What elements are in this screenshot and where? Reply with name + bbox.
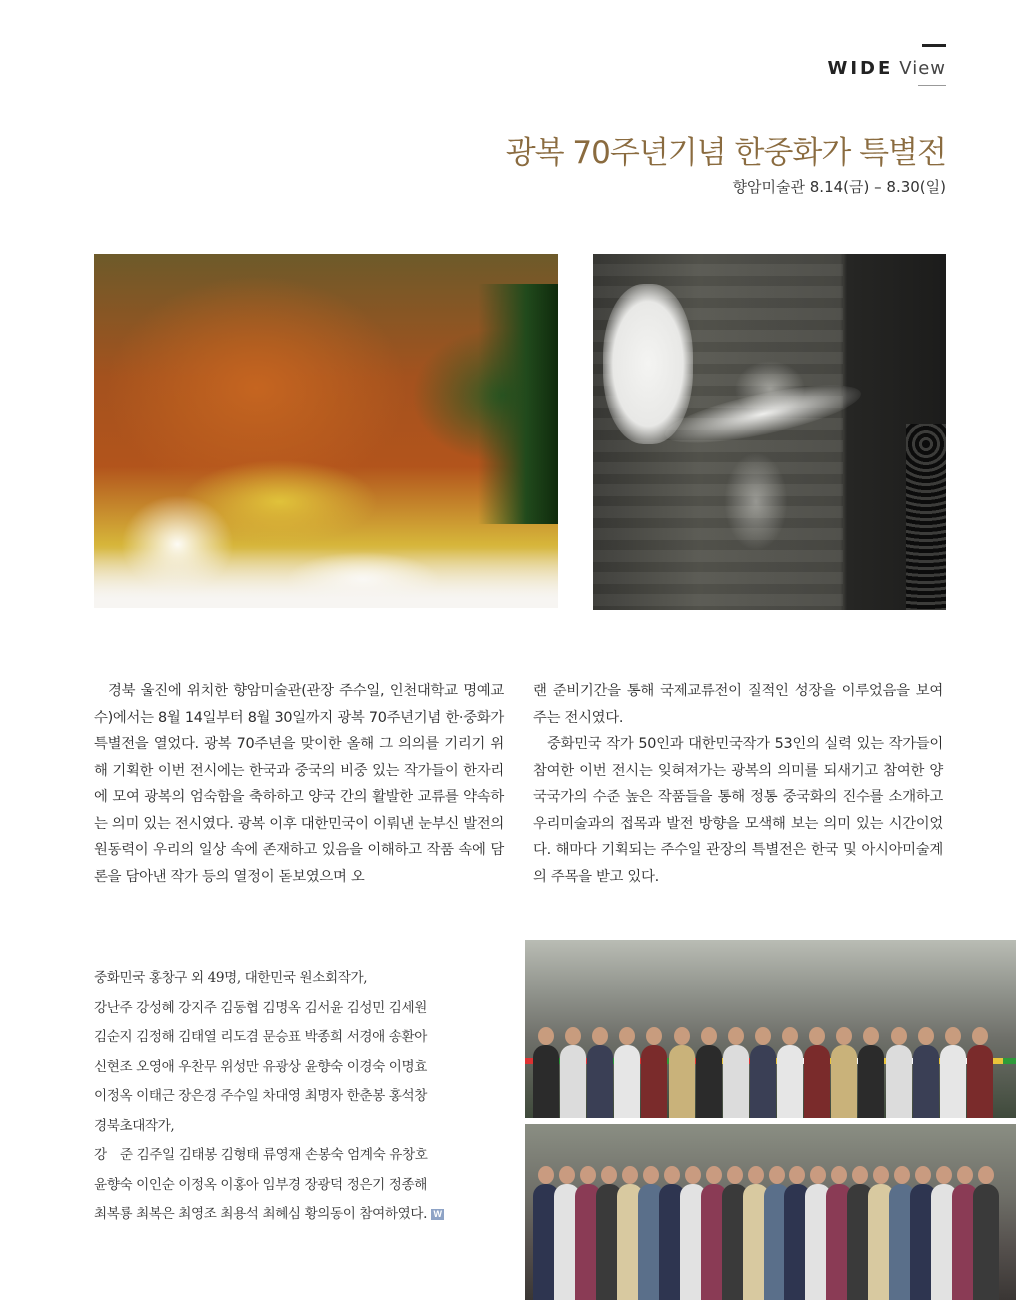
person-head: [674, 1027, 690, 1045]
person-figure: [940, 1045, 966, 1118]
article-subtitle: 향암미술관 8.14(금) – 8.30(일): [732, 178, 946, 196]
person-head: [972, 1027, 988, 1045]
person-head: [728, 1027, 744, 1045]
participant-credits: [94, 964, 514, 1230]
painting-green-area: [478, 284, 558, 524]
person-figure: [560, 1045, 586, 1118]
body-paragraph-continued: 랜 준비기간을 통해 국제교류전이 질적인 성장을 이루었음을 보여주는 전시였다.: [533, 683, 943, 726]
person-figure: [831, 1045, 857, 1118]
end-mark-icon: W: [431, 1209, 444, 1220]
person-head: [915, 1166, 931, 1184]
person-figure: [858, 1045, 884, 1118]
person-head: [701, 1027, 717, 1045]
header-rule: [918, 85, 946, 86]
painting-white-area: [94, 548, 558, 608]
person-head: [789, 1166, 805, 1184]
person-head: [727, 1166, 743, 1184]
person-head: [538, 1166, 554, 1184]
article-body-left: [94, 678, 504, 890]
person-head: [706, 1166, 722, 1184]
person-head: [782, 1027, 798, 1045]
credits-line: 강 준 김주일 김태봉 김형태 류영재 손봉숙 엄계숙 유창호: [94, 1147, 428, 1163]
person-head: [619, 1027, 635, 1045]
iron-grille: [906, 424, 946, 610]
group-photo: [525, 1124, 1016, 1300]
credits-line: 경북초대작가,: [94, 1117, 175, 1134]
person-head: [755, 1027, 771, 1045]
person-head: [769, 1166, 785, 1184]
credits-line: 윤향숙 이인순 이정옥 이홍아 임부경 장광덕 정은기 정종해: [94, 1176, 428, 1193]
person-head: [580, 1166, 596, 1184]
person-head: [748, 1166, 764, 1184]
person-figure: [669, 1045, 695, 1118]
section-label-light: View: [899, 58, 946, 79]
person-head: [957, 1166, 973, 1184]
person-head: [643, 1166, 659, 1184]
person-head: [891, 1027, 907, 1045]
person-figure: [777, 1045, 803, 1118]
person-head: [622, 1166, 638, 1184]
person-head: [873, 1166, 889, 1184]
body-paragraph: 경북 울진에 위치한 향암미술관(관장 주수일, 인천대학교 명예교수)에서는 8월 14일부터 8월 30일까지 광복 70주년기념 한·중화가 특별전을 열었다. 광복 70주년을 맞이한 올해 그 의의를 기리기 위해 기획한 이번 전시에는 한국과 중국의 비중 있는 작가들이 한자리에 모여 광복의 엄숙함을 축하하고 양국 간의 활발한 교류를 약속하는 의미 있는 전시였다. 광복 이후 대한민국이 이뤄낸 눈부신 발전의 원동력이 우리의 일상 속에 존재하고 있음을 이해하고 작품 속에 담론을 담아낸 작가 등의 열정이 돋보였으며 오: [94, 683, 504, 885]
credits-line: 이정옥 이태근 장은경 주수일 차대영 최명자 한춘봉 홍석창: [94, 1088, 428, 1104]
person-figure: [750, 1045, 776, 1118]
person-head: [810, 1166, 826, 1184]
painting-image-abstract: [94, 254, 558, 608]
person-head: [559, 1166, 575, 1184]
section-label-bold: WIDE: [827, 58, 894, 79]
person-head: [894, 1166, 910, 1184]
person-head: [565, 1027, 581, 1045]
person-figure: [973, 1184, 999, 1300]
person-head: [863, 1027, 879, 1045]
person-head: [685, 1166, 701, 1184]
person-figure: [533, 1045, 559, 1118]
header-accent-bar: [922, 44, 946, 47]
article-title: 광복 70주년기념 한중화가 특별전: [505, 135, 946, 171]
person-figure: [913, 1045, 939, 1118]
credits-line: 신현조 오영애 우찬무 위성만 유광상 윤향숙 이경숙 이명효: [94, 1058, 428, 1075]
section-label: [827, 58, 946, 79]
person-figure: [641, 1045, 667, 1118]
person-head: [646, 1027, 662, 1045]
person-head: [978, 1166, 994, 1184]
painting-image-stone-relief: [593, 254, 946, 610]
person-figure: [967, 1045, 993, 1118]
person-head: [936, 1166, 952, 1184]
person-figure: [696, 1045, 722, 1118]
person-head: [836, 1027, 852, 1045]
person-head: [601, 1166, 617, 1184]
person-figure: [723, 1045, 749, 1118]
person-head: [831, 1166, 847, 1184]
person-figure: [886, 1045, 912, 1118]
body-paragraph: 중화민국 작가 50인과 대한민국작가 53인의 실력 있는 작가들이 참여한 이번 전시는 잊혀져가는 광복의 의미를 되새기고 참여한 양국국가의 수준 높은 작품들을 통해 정통 중국화의 진수를 소개하고 우리미술과의 접목과 발전 방향을 모색해 보는 의미 있는 시간이었다. 해마다 기획되는 주수일 관장의 특별전은 한국 및 아시아미술계의 주목을 받고 있다.: [533, 736, 943, 885]
person-head: [538, 1027, 554, 1045]
credits-line: 중화민국 홍창구 외 49명, 대한민국 원소회작가,: [94, 970, 368, 986]
person-figure: [587, 1045, 613, 1118]
article-body-right: [533, 678, 943, 890]
person-figure: [804, 1045, 830, 1118]
ribbon-cutting-photo: [525, 940, 1016, 1118]
person-head: [592, 1027, 608, 1045]
credits-line-last: [94, 1200, 514, 1230]
credits-line: 김순지 김정해 김태열 리도겸 문승표 박종희 서경애 송환아: [94, 1029, 428, 1045]
person-head: [809, 1027, 825, 1045]
person-head: [945, 1027, 961, 1045]
credits-line: 강난주 강성혜 강지주 김동협 김명옥 김서윤 김성민 김세원: [94, 999, 428, 1016]
person-head: [918, 1027, 934, 1045]
person-head: [664, 1166, 680, 1184]
credits-line: 최복룡 최복은 최영조 최용석 최혜심 황의동이 참여하였다.: [94, 1206, 428, 1222]
person-figure: [614, 1045, 640, 1118]
person-head: [852, 1166, 868, 1184]
